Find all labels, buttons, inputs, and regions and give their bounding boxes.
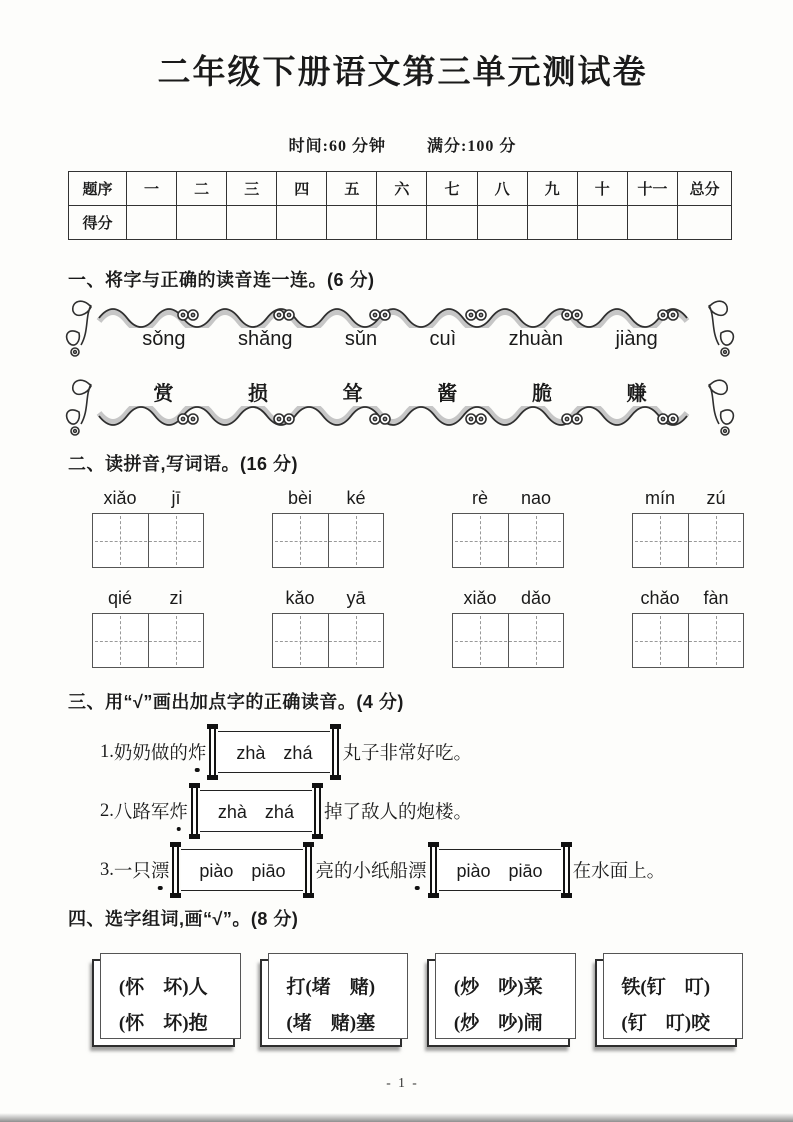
choice-card[interactable] [92,959,235,1047]
word-column [272,588,384,668]
writing-box[interactable] [452,613,564,668]
exam-time: 时间:60 分钟 [288,138,386,155]
writing-box[interactable] [92,613,204,668]
section2-heading: 二、读拼音,写词语。(16 分) [68,454,299,474]
exam-full-score: 满分:100 分 [427,138,517,155]
word-column [452,488,564,568]
score-table-header-row [69,172,732,206]
character-option[interactable]: 赚 [626,383,647,405]
pronunciation-choice-box[interactable]: piào piāo [439,849,561,891]
pinyin-label: qié zi [107,588,183,608]
word-column [272,488,384,568]
choice-line: (炒 吵)闹 [453,1012,543,1034]
score-col: 四 [277,172,327,206]
choice-line: 铁(钉 叮) [621,976,711,998]
pinyin-choices [70,328,730,351]
character-option[interactable]: 脆 [531,383,552,405]
leaf-ornament-icon [702,379,736,442]
score-cell[interactable] [427,206,477,240]
garland-divider [93,302,707,328]
pinyin-option[interactable]: sǒng [142,328,186,350]
character-garland-banner [70,377,730,432]
choice-cards-row [92,959,737,1047]
score-cell[interactable] [377,206,427,240]
pinyin-label: chǎo fàn [640,588,729,608]
score-col: 总分 [678,172,732,206]
score-col: 五 [327,172,377,206]
word-column [452,588,564,668]
leaf-ornament-icon [702,300,736,363]
section4-heading: 四、选字组词,画“√”。(8 分) [68,909,299,929]
score-cell[interactable] [127,206,177,240]
writing-box[interactable] [632,613,744,668]
pinyin-option[interactable]: zhuàn [508,328,564,350]
question-item [100,731,737,773]
pinyin-option[interactable]: cuì [429,328,457,350]
score-table [68,171,732,240]
question-item [100,849,737,891]
score-col: 九 [527,172,577,206]
character-option[interactable]: 损 [247,383,268,405]
page-number: - 1 - [386,1075,419,1090]
word-column [632,588,744,668]
choice-line: (炒 吵)菜 [453,976,543,998]
sentence-text: 一只 [113,862,151,882]
character-option[interactable]: 耸 [342,383,363,405]
writing-box[interactable] [272,513,384,568]
score-cell[interactable] [477,206,527,240]
writing-box[interactable] [452,513,564,568]
score-cell[interactable] [527,206,577,240]
sentence-text: 在水面上。 [572,862,666,882]
character-choices [70,377,730,406]
question-item [100,790,737,832]
item-number: 1. [100,741,114,762]
score-col: 三 [227,172,277,206]
score-cell[interactable] [577,206,627,240]
choice-line: (堵 赌)塞 [286,1012,376,1034]
pinyin-option[interactable]: jiàng [615,328,658,350]
sentence-text: 掉了敌人的炮楼。 [323,803,472,823]
score-table-corner: 题序 [69,172,127,206]
sentence-text: 丸子非常好吃。 [342,744,472,764]
score-cell[interactable] [627,206,677,240]
item-number: 2. [100,800,114,821]
scan-edge-artifact [0,1113,793,1122]
pinyin-option[interactable]: shǎng [237,328,293,350]
character-option[interactable]: 酱 [437,383,458,405]
score-row-label: 得分 [69,206,127,240]
garland-divider [93,406,707,432]
pinyin-option[interactable]: sǔn [344,328,378,350]
pronunciation-choice-box[interactable]: zhà zhá [200,790,312,832]
score-cell[interactable] [327,206,377,240]
dotted-character: 漂 [151,857,170,883]
pinyin-label: mín zú [644,488,726,508]
writing-box[interactable] [272,613,384,668]
choice-line: 打(堵 赌) [286,976,376,998]
word-column [92,588,204,668]
pronunciation-choice-box[interactable]: piào piāo [181,849,303,891]
score-col: 一 [127,172,177,206]
word-box-row [92,588,744,668]
choice-card[interactable] [595,959,738,1047]
pinyin-label: rè nao [471,488,552,508]
section1-heading: 一、将字与正确的读音连一连。(6 分) [68,270,375,290]
choice-line: (怀 坏)抱 [118,1012,208,1034]
sentence-text: 亮的小纸船 [315,862,408,882]
score-cell[interactable] [277,206,327,240]
pinyin-label: xiǎo dǎo [463,588,552,608]
choice-line: (钉 叮)咬 [621,1012,711,1034]
choice-card[interactable] [427,959,570,1047]
character-option[interactable]: 赏 [153,383,174,405]
dotted-character: 炸 [188,739,207,765]
word-column [632,488,744,568]
section3-heading: 三、用“√”画出加点字的正确读音。(4 分) [68,692,404,712]
dotted-character: 漂 [408,857,427,883]
page-title: 二年级下册语文第三单元测试卷 [157,53,648,90]
pinyin-label: bèi ké [287,488,366,508]
score-table-score-row [69,206,732,240]
score-cell[interactable] [227,206,277,240]
leaf-ornament-icon [64,300,98,363]
score-cell[interactable] [177,206,227,240]
score-cell[interactable] [678,206,732,240]
writing-box[interactable] [632,513,744,568]
exam-meta [68,133,737,156]
choice-card[interactable] [260,959,403,1047]
choice-line: (怀 坏)人 [118,976,208,998]
word-column [92,488,204,568]
score-col: 六 [377,172,427,206]
score-col: 七 [427,172,477,206]
score-col: 十一 [627,172,677,206]
sentence-text: 奶奶做的 [113,744,188,764]
score-col: 八 [477,172,527,206]
item-number: 3. [100,859,114,880]
score-col: 二 [177,172,227,206]
writing-box[interactable] [92,513,204,568]
pinyin-label: kǎo yā [285,588,366,608]
pronunciation-choice-box[interactable]: zhà zhá [218,731,330,773]
pinyin-label: xiǎo jī [103,488,181,508]
sentence-text: 八路军 [113,803,170,823]
word-box-row [92,488,744,568]
dotted-character: 炸 [169,798,188,824]
score-col: 十 [577,172,627,206]
pinyin-garland-banner [70,302,730,351]
